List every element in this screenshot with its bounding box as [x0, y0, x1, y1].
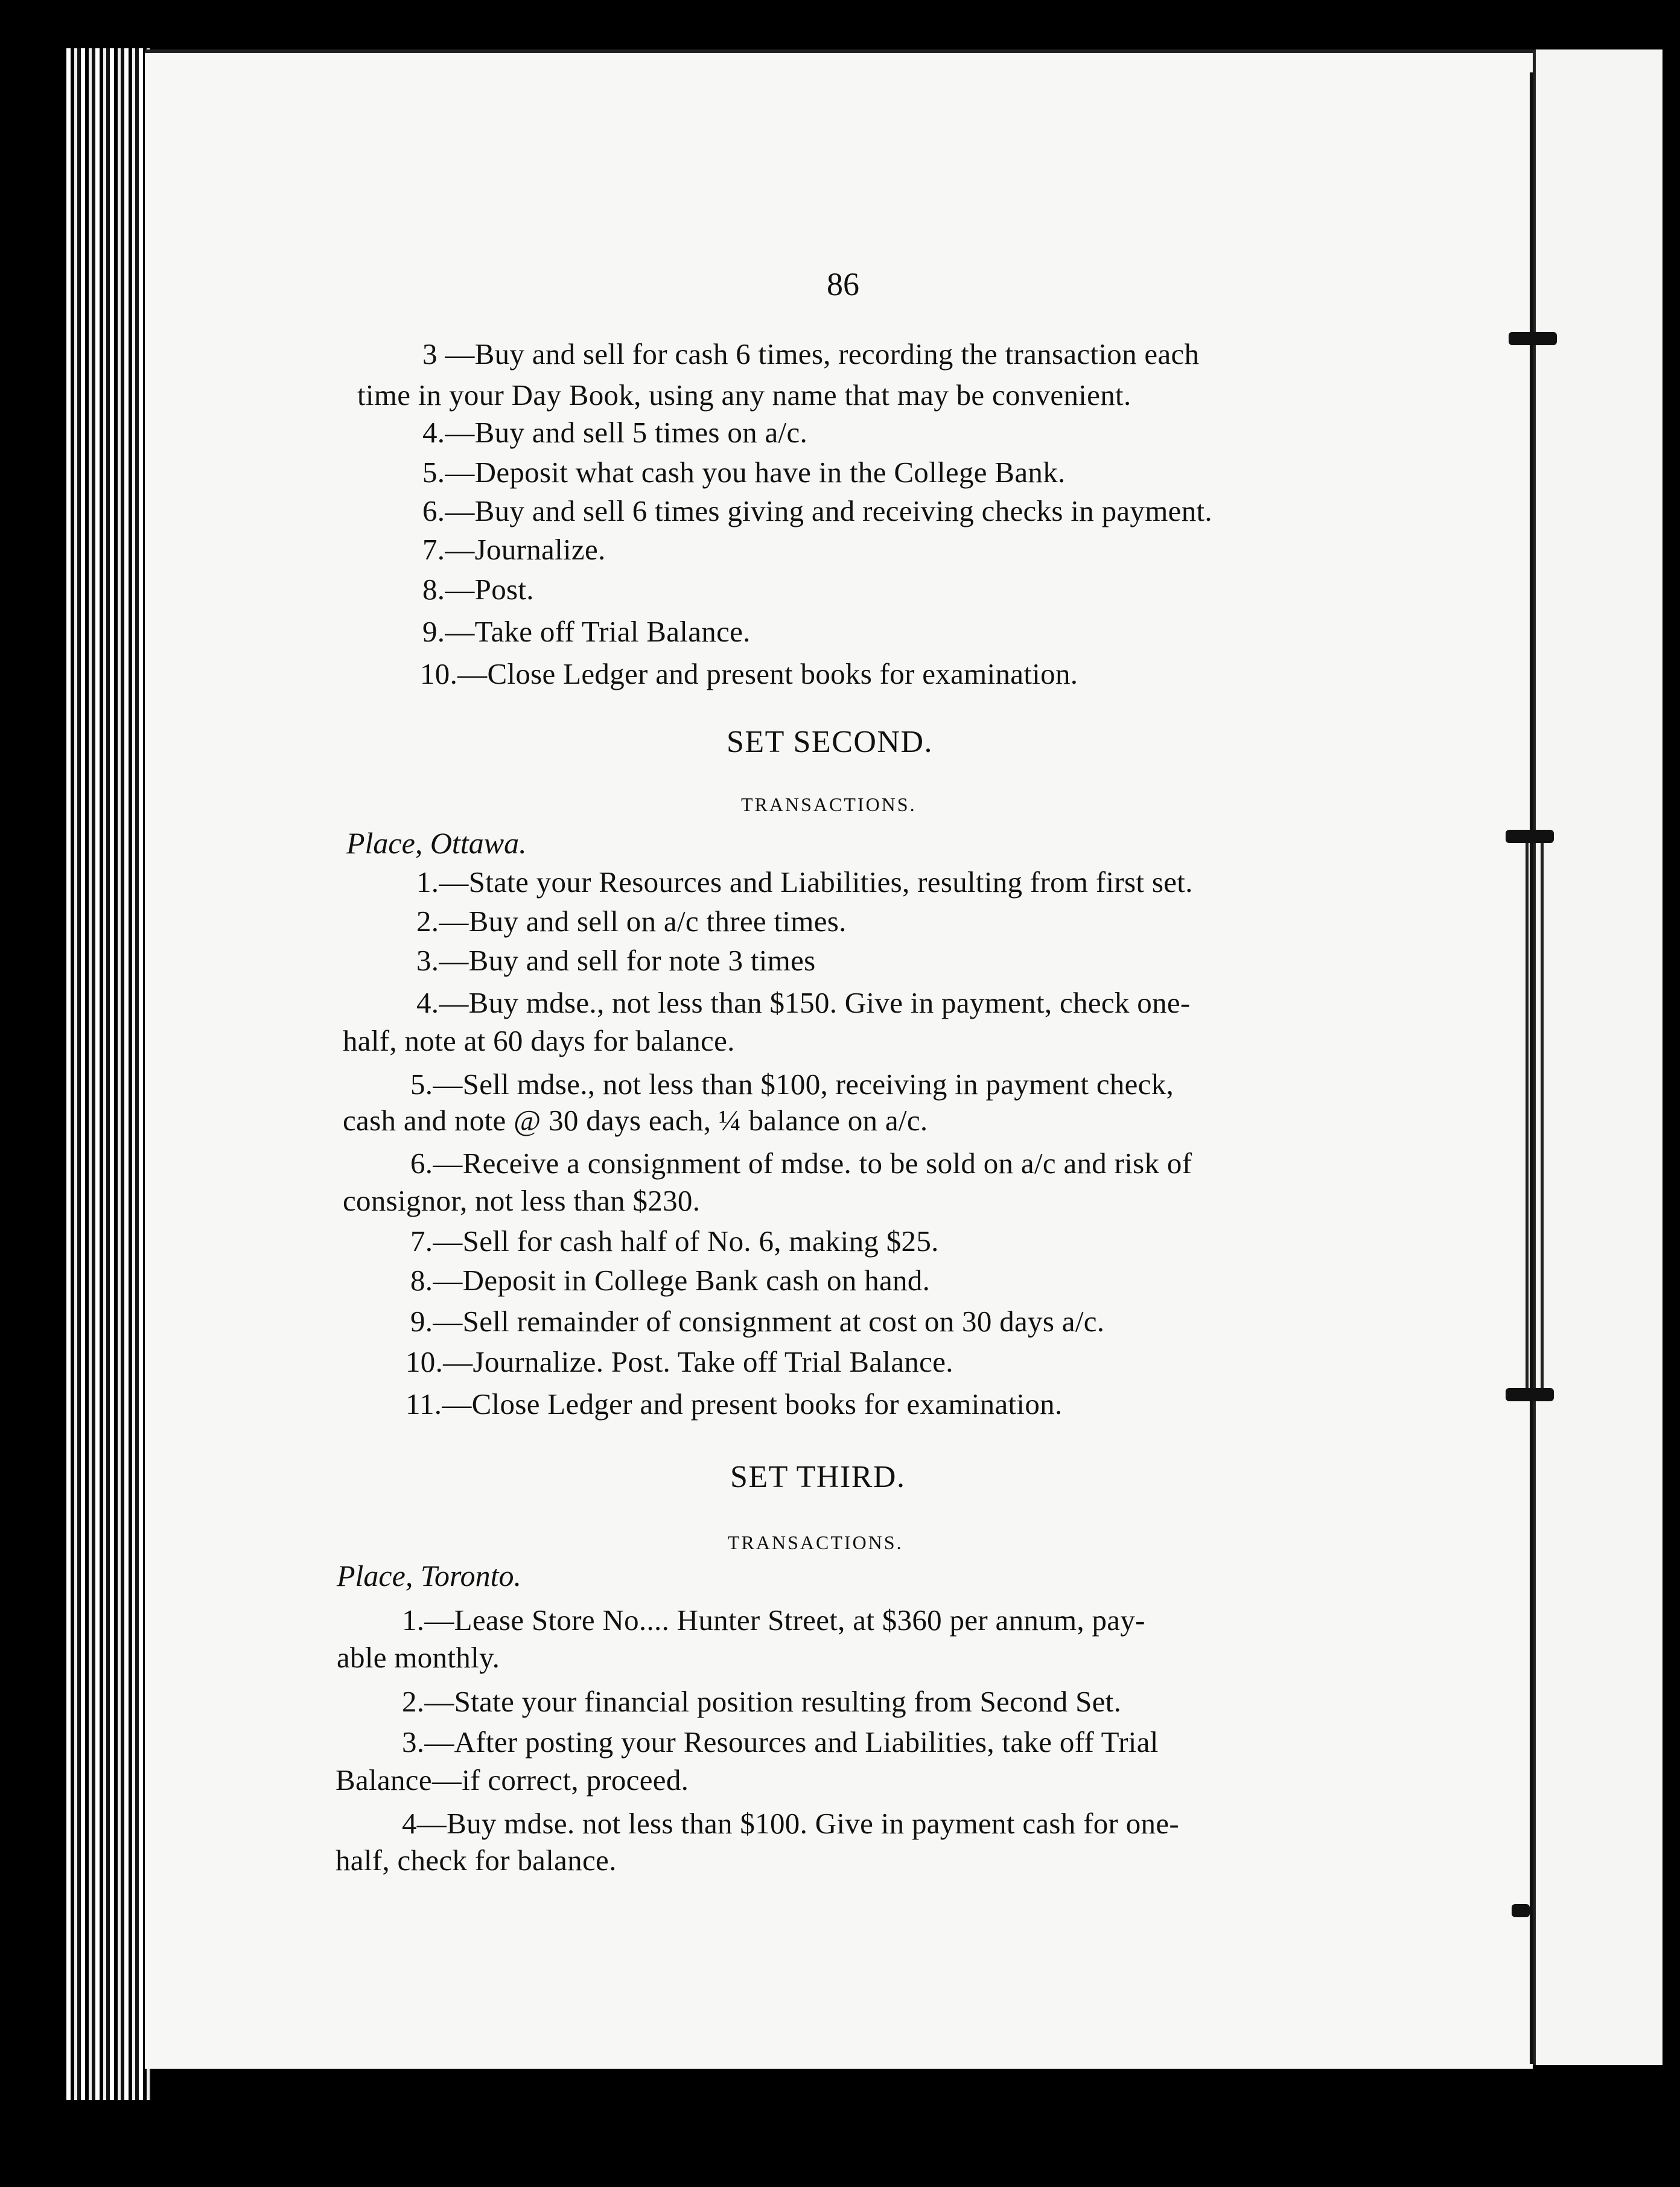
- place-line: [346, 826, 527, 861]
- transaction-line: half, note at 60 days for balance.: [343, 1024, 735, 1057]
- transaction-line: 3.—After posting your Resources and Liabilities, take off Trial: [402, 1725, 1159, 1759]
- list-item: 9.—Take off Trial Balance.: [422, 615, 751, 648]
- place-name: Toronto.: [420, 1559, 522, 1593]
- section-subheading: TRANSACTIONS.: [728, 1532, 903, 1553]
- list-item: 8.—Post.: [422, 573, 534, 606]
- section-heading: SET THIRD.: [730, 1460, 906, 1494]
- place-line: [337, 1558, 521, 1593]
- transaction-line: 3.—Buy and sell for note 3 times: [416, 944, 816, 977]
- transaction-line: Balance—if correct, proceed.: [336, 1763, 689, 1797]
- page-number: 86: [827, 266, 859, 302]
- transaction-line: 2.—Buy and sell on a/c three times.: [416, 905, 847, 938]
- transaction-line: 8.—Deposit in College Bank cash on hand.: [410, 1264, 931, 1297]
- list-item: 4.—Buy and sell 5 times on a/c.: [422, 416, 808, 449]
- transaction-line: 9.—Sell remainder of consignment at cost on 30 days a/c.: [410, 1305, 1105, 1338]
- list-item: 7.—Journalize.: [422, 533, 606, 566]
- transaction-line: 1.—State your Resources and Liabilities, resulting from first set.: [416, 865, 1193, 899]
- transaction-line: 4.—Buy mdse., not less than $150. Give in payment, check one-: [416, 986, 1191, 1019]
- transaction-line: 6.—Receive a consignment of mdse. to be sold on a/c and risk of: [410, 1147, 1192, 1180]
- transaction-line: 11.—Close Ledger and present books for examination.: [406, 1387, 1063, 1421]
- transaction-line: consignor, not less than $230.: [343, 1184, 701, 1217]
- transaction-line: 4—Buy mdse. not less than $100. Give in payment cash for one-: [402, 1807, 1179, 1840]
- transaction-line: 7.—Sell for cash half of No. 6, making $25.: [410, 1224, 939, 1258]
- transaction-line: cash and note @ 30 days each, ¼ balance on a/c.: [343, 1104, 928, 1137]
- section-subheading: TRANSACTIONS.: [741, 794, 917, 815]
- place-label: Place,: [337, 1559, 413, 1593]
- list-item: 5.—Deposit what cash you have in the College Bank.: [422, 456, 1066, 489]
- list-item: 6.—Buy and sell 6 times giving and receiving checks in payment.: [422, 494, 1212, 527]
- transaction-line: 1.—Lease Store No.... Hunter Street, at $360 per annum, pay-: [402, 1603, 1145, 1637]
- transaction-line: 5.—Sell mdse., not less than $100, receiving in payment check,: [410, 1068, 1174, 1101]
- list-item: 3 —Buy and sell for cash 6 times, recording the transaction each: [422, 337, 1200, 371]
- place-name: Ottawa.: [430, 826, 527, 860]
- list-item: time in your Day Book, using any name that may be convenient.: [357, 378, 1131, 412]
- place-label: Place,: [346, 826, 423, 860]
- transaction-line: half, check for balance.: [336, 1844, 617, 1877]
- transaction-line: able monthly.: [337, 1641, 500, 1674]
- list-item: 10.—Close Ledger and present books for examination.: [420, 657, 1078, 690]
- transaction-line: 2.—State your financial position resulting from Second Set.: [402, 1685, 1122, 1718]
- section-heading: SET SECOND.: [727, 725, 934, 759]
- transaction-line: 10.—Journalize. Post. Take off Trial Balance.: [406, 1345, 953, 1378]
